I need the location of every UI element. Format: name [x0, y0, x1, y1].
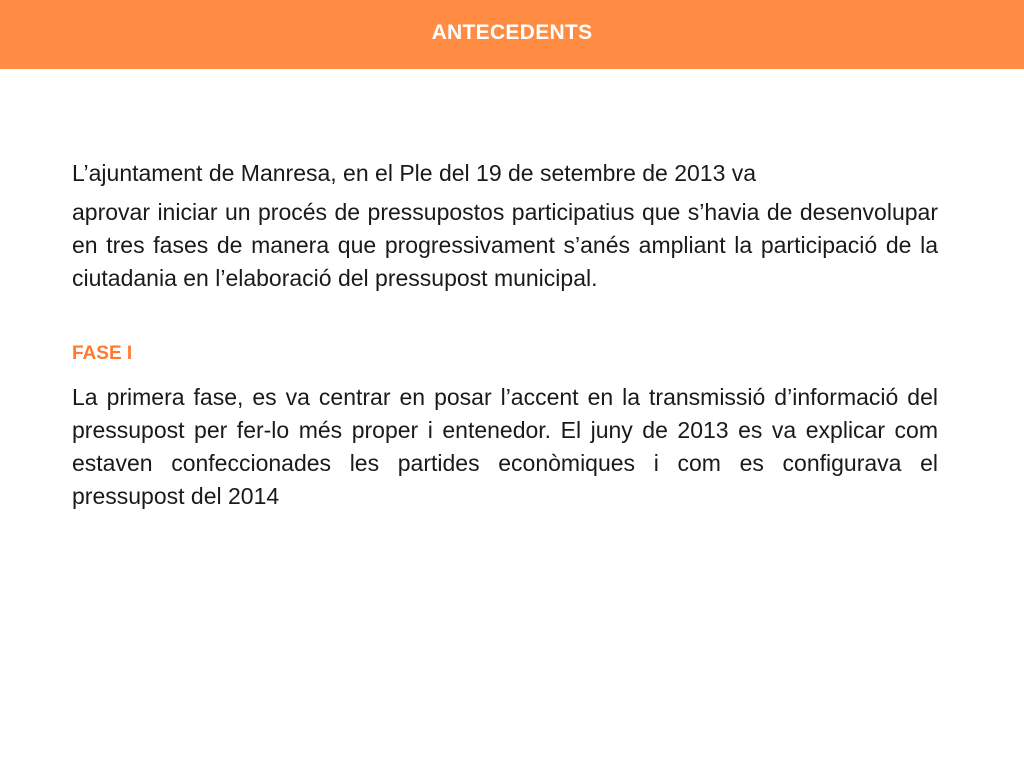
section-label-fase-1: FASE I	[72, 343, 133, 364]
slide-body	[72, 157, 938, 513]
slide-title: ANTECEDENTS	[431, 20, 593, 44]
intro-line: L’ajuntament de Manresa, en el Ple del 19 de setembre de 2013 va	[72, 160, 757, 186]
slide-header-bar	[0, 0, 1024, 69]
paragraph-fase-1: La primera fase, es va centrar en posar l’accent en la transmissió d’informació del pressupost per fer-lo més proper i entenedor. El juny de 2013 es va explicar com estaven confeccionades les partides econòmiques i com es configurava el pressupost del 2014	[72, 384, 938, 509]
paragraph-approval: aprovar iniciar un procés de pressupostos participatius que s’havia de desenvolupar en tres fases de manera que progressivament s’anés ampliant la participació de la ciutadania en l’elaboració del pressupost municipal.	[72, 199, 938, 291]
